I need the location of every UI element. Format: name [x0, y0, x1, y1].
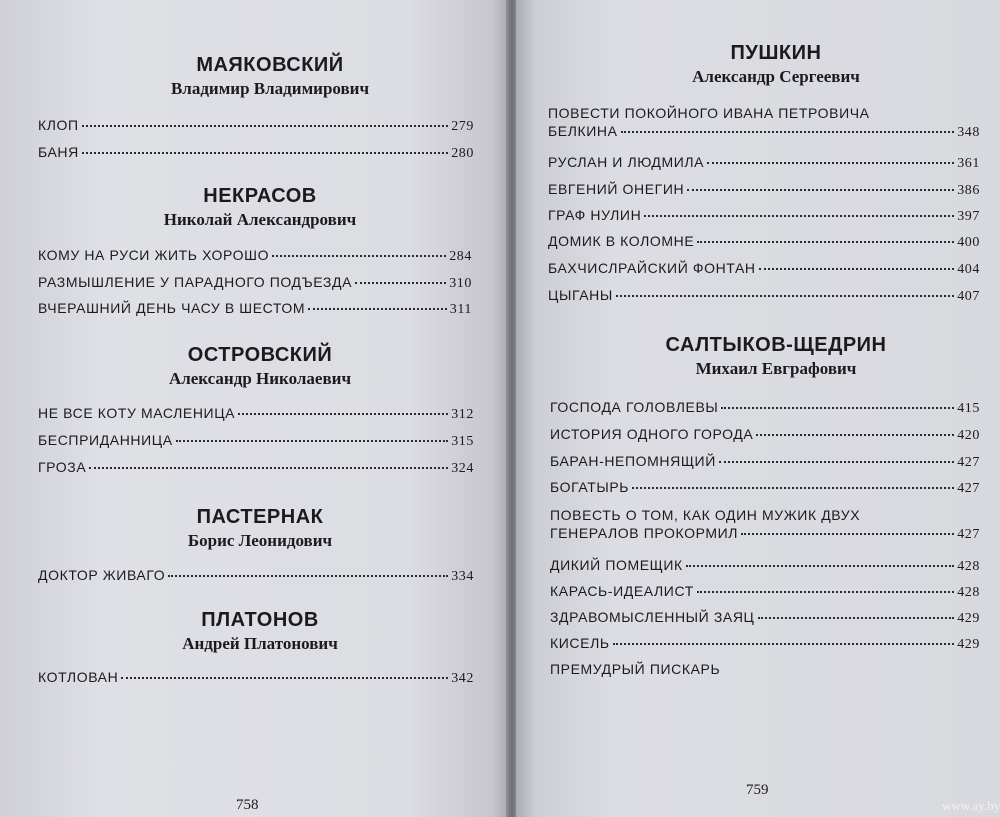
- author-patronymic: Михаил Евграфович: [695, 359, 857, 378]
- page-number: 404: [957, 262, 980, 277]
- page-number: 279: [451, 119, 474, 134]
- dot-leader: [238, 413, 448, 415]
- author-heading: [110, 607, 410, 655]
- page-number: 427: [957, 527, 980, 542]
- page-number: 342: [451, 671, 474, 686]
- toc-entry[interactable]: [548, 180, 980, 200]
- work-title: ПРЕМУДРЫЙ ПИСКАРЬ: [550, 661, 721, 677]
- work-title: НЕ ВСЕ КОТУ МАСЛЕНИЦА: [38, 405, 236, 421]
- work-title: ЦЫГАНЫ: [548, 287, 613, 303]
- author-patronymic: Николай Александрович: [163, 210, 357, 229]
- author-name: ПУШКИН: [730, 42, 822, 64]
- watermark: www.ay.by: [942, 798, 1000, 813]
- toc-entry[interactable]: [38, 566, 474, 586]
- page-number: 427: [957, 481, 980, 496]
- page-number: 280: [451, 146, 474, 161]
- dot-leader: [616, 295, 954, 297]
- author-patronymic: Александр Николаевич: [168, 369, 352, 388]
- toc-entry[interactable]: [38, 404, 474, 424]
- work-title: ДОМИК В КОЛОМНЕ: [548, 233, 695, 249]
- dot-leader: [82, 152, 448, 154]
- dot-leader: [707, 162, 954, 164]
- work-title: КЛОП: [38, 117, 79, 133]
- page-number: 361: [957, 156, 980, 171]
- toc-entry[interactable]: [38, 273, 472, 293]
- dot-leader: [168, 575, 448, 577]
- dot-leader: [719, 461, 954, 463]
- dot-leader: [697, 241, 954, 243]
- work-title: ГРАФ НУЛИН: [548, 207, 642, 223]
- work-title: ГОСПОДА ГОЛОВЛЕВЫ: [550, 399, 719, 415]
- toc-entry[interactable]: [38, 458, 474, 478]
- work-title: ДОКТОР ЖИВАГО: [38, 567, 166, 583]
- toc-entry[interactable]: [38, 299, 472, 319]
- author-name: САЛТЫКОВ-ЩЕДРИН: [665, 334, 887, 356]
- dot-leader: [759, 268, 955, 270]
- page-number: 429: [957, 637, 980, 652]
- dot-leader: [176, 440, 448, 442]
- dot-leader: [756, 434, 954, 436]
- work-title: ВЧЕРАШНИЙ ДЕНЬ ЧАСУ В ШЕСТОМ: [38, 300, 306, 316]
- toc-entry[interactable]: [550, 398, 980, 418]
- toc-entry[interactable]: [548, 286, 980, 306]
- page-number: 284: [449, 249, 472, 264]
- work-title: БАНЯ: [38, 144, 79, 160]
- work-title: КАРАСЬ-ИДЕАЛИСТ: [550, 583, 694, 599]
- work-title: БАРАН-НЕПОМНЯЩИЙ: [550, 453, 716, 469]
- dot-leader: [758, 617, 955, 619]
- work-title: БОГАТЫРЬ: [550, 479, 630, 495]
- work-title: РАЗМЫШЛЕНИЕ У ПАРАДНОГО ПОДЪЕЗДА: [38, 274, 353, 290]
- page-number-footer: 759: [746, 782, 769, 798]
- page-number: 420: [957, 428, 980, 443]
- work-title: КИСЕЛЬ: [550, 635, 610, 651]
- author-name: МАЯКОВСКИЙ: [196, 54, 344, 76]
- page-number: 310: [449, 276, 472, 291]
- author-heading: [110, 183, 410, 231]
- toc-entry[interactable]: [550, 582, 980, 602]
- page-number: 429: [957, 611, 980, 626]
- toc-entry[interactable]: [550, 425, 980, 445]
- toc-entry[interactable]: [550, 452, 980, 472]
- work-title: КОМУ НА РУСИ ЖИТЬ ХОРОШО: [38, 247, 270, 263]
- work-title: ГЕНЕРАЛОВ ПРОКОРМИЛ: [550, 525, 739, 541]
- dot-leader: [723, 669, 954, 671]
- dot-leader: [632, 487, 954, 489]
- work-title: БЕСПРИДАННИЦА: [38, 432, 173, 448]
- page-number: 415: [957, 401, 980, 416]
- page-number: 334: [451, 569, 474, 584]
- author-patronymic: Борис Леонидович: [187, 531, 333, 550]
- dot-leader: [697, 591, 954, 593]
- author-heading: [616, 332, 936, 380]
- author-name: ОСТРОВСКИЙ: [187, 344, 333, 366]
- page-number: 427: [957, 455, 980, 470]
- page-number: 400: [957, 235, 980, 250]
- author-name: ПАСТЕРНАК: [196, 506, 324, 528]
- dot-leader: [687, 189, 954, 191]
- work-title-line: ПОВЕСТИ ПОКОЙНОГО ИВАНА ПЕТРОВИЧА: [548, 105, 870, 121]
- toc-entry[interactable]: [38, 668, 474, 688]
- work-title: ИСТОРИЯ ОДНОГО ГОРОДА: [550, 426, 754, 442]
- dot-leader: [82, 125, 448, 127]
- dot-leader: [613, 643, 955, 645]
- dot-leader: [89, 467, 448, 469]
- work-title: ДИКИЙ ПОМЕЩИК: [550, 557, 683, 573]
- toc-entry[interactable]: [550, 506, 980, 544]
- page-number: 428: [957, 585, 980, 600]
- page-number: 397: [957, 209, 980, 224]
- page-number: 348: [957, 125, 980, 140]
- author-patronymic: Владимир Владимирович: [170, 79, 370, 98]
- page-number: 407: [957, 289, 980, 304]
- toc-entry[interactable]: [38, 431, 474, 451]
- dot-leader: [621, 131, 955, 133]
- toc-entry[interactable]: [550, 660, 980, 680]
- work-title-line: ПОВЕСТЬ О ТОМ, КАК ОДИН МУЖИК ДВУХ: [550, 507, 861, 523]
- author-heading: [110, 342, 410, 390]
- author-heading: [626, 40, 926, 88]
- dot-leader: [308, 308, 447, 310]
- work-title: ЗДРАВОМЫСЛЕННЫЙ ЗАЯЦ: [550, 609, 755, 625]
- toc-entry[interactable]: [38, 116, 474, 136]
- work-title: ЕВГЕНИЙ ОНЕГИН: [548, 181, 685, 197]
- page-number: 386: [957, 183, 980, 198]
- toc-entry[interactable]: [548, 232, 980, 252]
- dot-leader: [121, 677, 448, 679]
- page-number-footer: 758: [236, 797, 259, 813]
- author-name: НЕКРАСОВ: [203, 185, 317, 207]
- toc-entry[interactable]: [38, 143, 474, 163]
- author-heading: [120, 52, 420, 100]
- author-name: ПЛАТОНОВ: [201, 609, 319, 631]
- page-number: 311: [449, 302, 472, 317]
- toc-entry[interactable]: [548, 104, 980, 142]
- work-title: БЕЛКИНА: [548, 123, 618, 139]
- toc-entry[interactable]: [550, 634, 980, 654]
- dot-leader: [355, 282, 446, 284]
- page-number: 315: [451, 434, 474, 449]
- dot-leader: [644, 215, 954, 217]
- author-heading: [110, 504, 410, 552]
- toc-entry[interactable]: [550, 556, 980, 576]
- work-title: КОТЛОВАН: [38, 669, 119, 685]
- work-title: ГРОЗА: [38, 459, 87, 475]
- toc-entry[interactable]: [548, 206, 980, 226]
- page-number: 324: [451, 461, 474, 476]
- right-page: [516, 0, 1000, 817]
- author-patronymic: Александр Сергеевич: [692, 67, 860, 86]
- toc-entry[interactable]: [548, 259, 980, 279]
- dot-leader: [272, 255, 446, 257]
- author-patronymic: Андрей Платонович: [182, 634, 338, 653]
- toc-entry[interactable]: [38, 246, 472, 266]
- dot-leader: [741, 533, 954, 535]
- page-number: 428: [957, 559, 980, 574]
- dot-leader: [721, 407, 954, 409]
- dot-leader: [686, 565, 954, 567]
- toc-entry[interactable]: [550, 608, 980, 628]
- work-title: РУСЛАН И ЛЮДМИЛА: [548, 154, 705, 170]
- toc-entry[interactable]: [548, 153, 980, 173]
- page-number: 312: [451, 407, 474, 422]
- toc-entry[interactable]: [550, 478, 980, 498]
- work-title: БАХЧИСЛРАЙСКИЙ ФОНТАН: [548, 260, 756, 276]
